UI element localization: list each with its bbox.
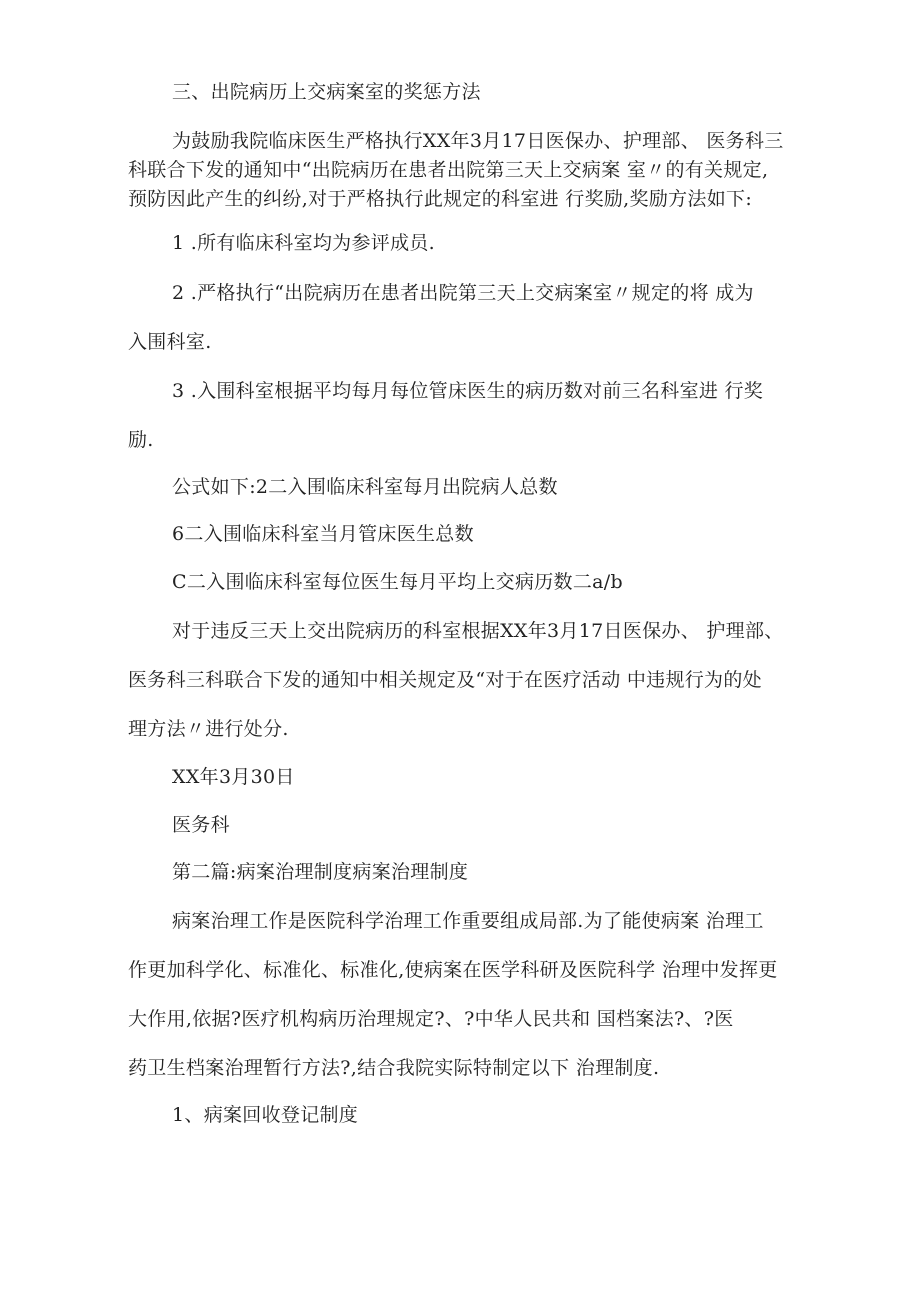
part-two-line-4: 药卫生档案治理暂行方法?,结合我院实际特制定以下 治理制度.	[128, 1057, 660, 1079]
subsection-1-heading: 1、病案回收登记制度	[172, 1104, 359, 1126]
section-heading: 三、出院病历上交病案室的奖惩方法	[172, 81, 481, 103]
part-two-line-3: 大作用,依据?医疗机构病历治理规定?、?中华人民共和 国档案法?、?医	[128, 1008, 734, 1030]
item-3-line-2: 励.	[128, 429, 154, 451]
item-3-line-1: 3 .入围科室根据平均每月每位管床医生的病历数对前三名科室进 行奖	[172, 380, 764, 402]
item-1: 1 .所有临床科室均为参评成员.	[172, 232, 436, 254]
intro-line-2: 科联合下发的通知中“出院病历在患者出院第三天上交病案 室〃的有关规定,	[128, 159, 769, 181]
formula-line-a: 公式如下:2二入围临床科室每月出院病人总数	[172, 476, 558, 498]
intro-line-3: 预防因此产生的纠纷,对于严格执行此规定的科室进 行奖励,奖励方法如下:	[128, 188, 753, 210]
intro-line-1: 为鼓励我院临床医生严格执行XX年3月17日医保办、护理部、 医务科三	[172, 130, 784, 152]
document-date: XX年3月30日	[172, 766, 295, 788]
department-signature: 医务科	[172, 814, 230, 836]
part-two-line-1: 病案治理工作是医院科学治理工作重要组成局部.为了能使病案 治理工	[172, 910, 764, 932]
part-two-heading: 第二篇:病案治理制度病案治理制度	[172, 861, 469, 883]
violation-line-2: 医务科三科联合下发的通知中相关规定及“对于在医疗活动 中违规行为的处	[128, 669, 762, 691]
formula-line-c: C二入围临床科室每位医生每月平均上交病历数二a/b	[172, 571, 623, 593]
violation-line-1: 对于违反三天上交出院病历的科室根据XX年3月17日医保办、 护理部、	[172, 620, 784, 642]
part-two-line-2: 作更加科学化、标准化、标准化,使病案在医学科研及医院科学 治理中发挥更	[128, 959, 778, 981]
item-2-line-1: 2 .严格执行“出院病历在患者出院第三天上交病案室〃规定的将 成为	[172, 282, 754, 304]
formula-line-b: 6二入围临床科室当月管床医生总数	[172, 523, 474, 545]
violation-line-3: 理方法〃进行处分.	[128, 718, 289, 740]
item-2-line-2: 入围科室.	[128, 331, 212, 353]
